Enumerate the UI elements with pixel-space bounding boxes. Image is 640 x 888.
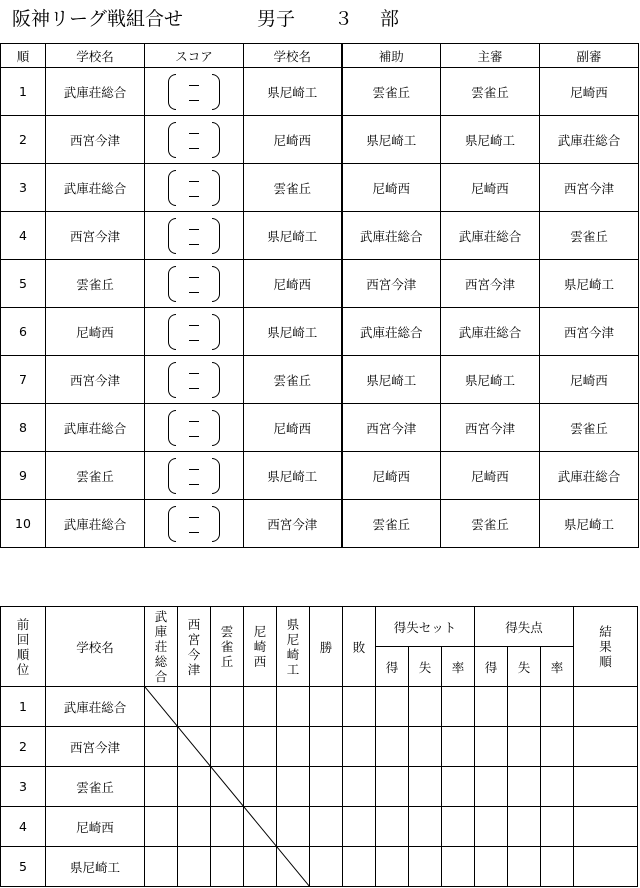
stat-cell xyxy=(310,687,343,727)
right-bracket xyxy=(212,458,220,494)
stat-cell xyxy=(343,767,376,807)
left-bracket xyxy=(168,362,176,398)
stat-cell xyxy=(541,767,574,807)
stat-cell xyxy=(376,727,409,767)
stat-cell xyxy=(310,847,343,887)
sub-referee: 武庫荘総合 xyxy=(540,452,639,500)
score xyxy=(145,404,244,452)
team-a: 武庫荘総合 xyxy=(46,164,145,212)
schedule-header-row xyxy=(1,44,639,68)
assistant: 雲雀丘 xyxy=(342,500,441,548)
stat-cell xyxy=(409,727,442,767)
score-mark xyxy=(189,148,199,149)
score-entry-box xyxy=(168,72,220,112)
score-entry-box xyxy=(168,504,220,544)
matchup-cell xyxy=(244,847,277,887)
stat-cell xyxy=(475,767,508,807)
right-bracket xyxy=(212,122,220,158)
team-a: 西宮今津 xyxy=(46,116,145,164)
stat-cell xyxy=(508,727,541,767)
left-bracket xyxy=(168,506,176,542)
score-mark xyxy=(189,85,199,86)
school-name: 県尼崎工 xyxy=(46,847,145,887)
main-referee: 西宮今津 xyxy=(441,260,540,308)
header-team-col: 雲雀丘 xyxy=(211,607,244,687)
team-b: 県尼崎工 xyxy=(244,68,342,116)
main-referee: 雲雀丘 xyxy=(441,500,540,548)
stat-cell xyxy=(376,687,409,727)
left-bracket xyxy=(168,314,176,350)
header-set-loss: 失 xyxy=(409,647,442,687)
standings-row xyxy=(1,727,638,767)
left-bracket xyxy=(168,266,176,302)
sub-referee: 西宮今津 xyxy=(540,308,639,356)
right-bracket xyxy=(212,314,220,350)
title-gender: 男子 xyxy=(257,8,296,30)
matchup-cell xyxy=(244,807,277,847)
header-school-a: 学校名 xyxy=(46,44,145,68)
score-entry-box xyxy=(168,168,220,208)
main-referee: 西宮今津 xyxy=(441,404,540,452)
score xyxy=(145,212,244,260)
stat-cell xyxy=(442,727,475,767)
matchup-cell xyxy=(244,727,277,767)
left-bracket xyxy=(168,458,176,494)
left-bracket xyxy=(168,170,176,206)
score-entry-box xyxy=(168,456,220,496)
stat-cell xyxy=(508,687,541,727)
score-mark xyxy=(189,517,199,518)
main-referee: 尼崎西 xyxy=(441,164,540,212)
school-name: 雲雀丘 xyxy=(46,767,145,807)
matchup-cell xyxy=(145,807,178,847)
stat-cell xyxy=(508,807,541,847)
score xyxy=(145,356,244,404)
stat-cell xyxy=(541,807,574,847)
assistant: 県尼崎工 xyxy=(342,116,441,164)
match-number: 6 xyxy=(1,308,46,356)
header-team-col: 尼崎西 xyxy=(244,607,277,687)
stat-cell xyxy=(574,687,638,727)
right-bracket xyxy=(212,74,220,110)
stat-cell xyxy=(574,727,638,767)
matchup-cell xyxy=(145,727,178,767)
stat-cell xyxy=(409,767,442,807)
stat-cell xyxy=(343,727,376,767)
stat-cell xyxy=(541,687,574,727)
matchup-cell xyxy=(277,687,310,727)
sub-referee: 尼崎西 xyxy=(540,68,639,116)
school-name: 西宮今津 xyxy=(46,727,145,767)
title-main: 阪神リーグ戦組合せ xyxy=(12,8,184,30)
score-mark xyxy=(189,196,199,197)
stat-cell xyxy=(574,847,638,887)
header-losses: 敗 xyxy=(343,607,376,687)
team-a: 西宮今津 xyxy=(46,356,145,404)
sub-referee: 雲雀丘 xyxy=(540,404,639,452)
match-row xyxy=(1,260,639,308)
header-point-loss: 失 xyxy=(508,647,541,687)
matchup-cell xyxy=(211,687,244,727)
matchup-cell xyxy=(211,727,244,767)
standings-row xyxy=(1,687,638,727)
main-referee: 武庫荘総合 xyxy=(441,308,540,356)
right-bracket xyxy=(212,266,220,302)
left-bracket xyxy=(168,74,176,110)
standings-header-row-1 xyxy=(1,607,638,647)
previous-rank: 4 xyxy=(1,807,46,847)
standings-row xyxy=(1,767,638,807)
matchup-cell xyxy=(178,687,211,727)
left-bracket xyxy=(168,218,176,254)
main-referee: 県尼崎工 xyxy=(441,356,540,404)
score-mark xyxy=(189,532,199,533)
main-referee: 県尼崎工 xyxy=(441,116,540,164)
matchup-cell xyxy=(277,807,310,847)
match-number: 8 xyxy=(1,404,46,452)
assistant: 県尼崎工 xyxy=(342,356,441,404)
score xyxy=(145,164,244,212)
team-b: 雲雀丘 xyxy=(244,164,342,212)
matchup-cell xyxy=(244,767,277,807)
score xyxy=(145,308,244,356)
left-bracket xyxy=(168,122,176,158)
match-row xyxy=(1,68,639,116)
score xyxy=(145,500,244,548)
header-set-ratio: 率 xyxy=(442,647,475,687)
score-mark xyxy=(189,373,199,374)
match-number: 1 xyxy=(1,68,46,116)
score-mark xyxy=(189,325,199,326)
assistant: 武庫荘総合 xyxy=(342,308,441,356)
matchup-cell xyxy=(211,847,244,887)
left-bracket xyxy=(168,410,176,446)
school-name: 尼崎西 xyxy=(46,807,145,847)
assistant: 西宮今津 xyxy=(342,260,441,308)
header-set-group: 得失セット xyxy=(376,607,475,647)
assistant: 尼崎西 xyxy=(342,452,441,500)
stat-cell xyxy=(541,847,574,887)
previous-rank: 5 xyxy=(1,847,46,887)
match-number: 10 xyxy=(1,500,46,548)
stat-cell xyxy=(475,727,508,767)
previous-rank: 2 xyxy=(1,727,46,767)
stat-cell xyxy=(409,807,442,847)
header-point-ratio: 率 xyxy=(541,647,574,687)
match-number: 5 xyxy=(1,260,46,308)
previous-rank: 1 xyxy=(1,687,46,727)
score-mark xyxy=(189,292,199,293)
score-mark xyxy=(189,229,199,230)
stat-cell xyxy=(541,727,574,767)
stat-cell xyxy=(442,807,475,847)
matchup-cell xyxy=(178,847,211,887)
header-wins: 勝 xyxy=(310,607,343,687)
score-entry-box xyxy=(168,312,220,352)
team-b: 県尼崎工 xyxy=(244,308,342,356)
header-team-col: 県尼崎工 xyxy=(277,607,310,687)
team-a: 尼崎西 xyxy=(46,308,145,356)
header-school: 学校名 xyxy=(46,607,145,687)
match-row xyxy=(1,308,639,356)
score-mark xyxy=(189,340,199,341)
header-order: 順 xyxy=(1,44,46,68)
stat-cell xyxy=(343,847,376,887)
team-a: 武庫荘総合 xyxy=(46,404,145,452)
match-number: 2 xyxy=(1,116,46,164)
score-mark xyxy=(189,100,199,101)
score-entry-box xyxy=(168,120,220,160)
score-mark xyxy=(189,469,199,470)
team-b: 県尼崎工 xyxy=(244,212,342,260)
score-mark xyxy=(189,133,199,134)
assistant: 西宮今津 xyxy=(342,404,441,452)
header-school-b: 学校名 xyxy=(244,44,342,68)
standings-row xyxy=(1,847,638,887)
matchup-cell xyxy=(211,807,244,847)
sub-referee: 県尼崎工 xyxy=(540,500,639,548)
team-a: 西宮今津 xyxy=(46,212,145,260)
matchup-cell xyxy=(277,767,310,807)
stat-cell xyxy=(343,687,376,727)
stat-cell xyxy=(310,767,343,807)
stat-cell xyxy=(475,807,508,847)
stat-cell xyxy=(409,687,442,727)
team-a: 雲雀丘 xyxy=(46,260,145,308)
main-referee: 尼崎西 xyxy=(441,452,540,500)
stat-cell xyxy=(343,807,376,847)
header-previous-rank: 前回順位 xyxy=(1,607,46,687)
title-division-suffix: 部 xyxy=(380,8,400,30)
header-team-col: 西宮今津 xyxy=(178,607,211,687)
score-mark xyxy=(189,244,199,245)
standings-row xyxy=(1,807,638,847)
header-point-group: 得失点 xyxy=(475,607,574,647)
matchup-cell xyxy=(145,847,178,887)
score-mark xyxy=(189,421,199,422)
score-entry-box xyxy=(168,408,220,448)
match-number: 7 xyxy=(1,356,46,404)
right-bracket xyxy=(212,218,220,254)
score xyxy=(145,116,244,164)
matchup-cell xyxy=(178,727,211,767)
match-row xyxy=(1,500,639,548)
stat-cell xyxy=(409,847,442,887)
stat-cell xyxy=(376,847,409,887)
matchup-cell xyxy=(178,807,211,847)
sub-referee: 尼崎西 xyxy=(540,356,639,404)
match-row xyxy=(1,356,639,404)
header-point-gain: 得 xyxy=(475,647,508,687)
assistant: 雲雀丘 xyxy=(342,68,441,116)
score-mark xyxy=(189,277,199,278)
score-entry-box xyxy=(168,360,220,400)
matchup-cell xyxy=(277,847,310,887)
team-a: 武庫荘総合 xyxy=(46,500,145,548)
match-schedule-table xyxy=(0,43,639,548)
right-bracket xyxy=(212,362,220,398)
score-entry-box xyxy=(168,216,220,256)
right-bracket xyxy=(212,410,220,446)
team-b: 雲雀丘 xyxy=(244,356,342,404)
matchup-cell xyxy=(145,687,178,727)
stat-cell xyxy=(376,767,409,807)
sub-referee: 西宮今津 xyxy=(540,164,639,212)
school-name: 武庫荘総合 xyxy=(46,687,145,727)
team-b: 尼崎西 xyxy=(244,404,342,452)
match-row xyxy=(1,404,639,452)
match-row xyxy=(1,212,639,260)
header-assistant: 補助 xyxy=(342,44,441,68)
title-division-number: ３ xyxy=(334,8,354,30)
main-referee: 武庫荘総合 xyxy=(441,212,540,260)
stat-cell xyxy=(442,767,475,807)
stat-cell xyxy=(475,847,508,887)
stat-cell xyxy=(376,807,409,847)
header-score: スコア xyxy=(145,44,244,68)
stat-cell xyxy=(508,847,541,887)
matchup-cell xyxy=(211,767,244,807)
score-entry-box xyxy=(168,264,220,304)
header-team-col: 武庫荘総合 xyxy=(145,607,178,687)
sub-referee: 県尼崎工 xyxy=(540,260,639,308)
matchup-cell xyxy=(244,687,277,727)
assistant: 武庫荘総合 xyxy=(342,212,441,260)
score-mark xyxy=(189,484,199,485)
stat-cell xyxy=(475,687,508,727)
matchup-cell xyxy=(145,767,178,807)
score xyxy=(145,68,244,116)
match-row xyxy=(1,116,639,164)
team-a: 雲雀丘 xyxy=(46,452,145,500)
stat-cell xyxy=(310,727,343,767)
team-a: 武庫荘総合 xyxy=(46,68,145,116)
standings-table xyxy=(0,606,638,887)
sub-referee: 武庫荘総合 xyxy=(540,116,639,164)
header-result: 結果順 xyxy=(574,607,638,687)
score-mark xyxy=(189,388,199,389)
team-b: 西宮今津 xyxy=(244,500,342,548)
sub-referee: 雲雀丘 xyxy=(540,212,639,260)
team-b: 尼崎西 xyxy=(244,116,342,164)
score-mark xyxy=(189,436,199,437)
right-bracket xyxy=(212,506,220,542)
previous-rank: 3 xyxy=(1,767,46,807)
match-row xyxy=(1,452,639,500)
header-sub-referee: 副審 xyxy=(540,44,639,68)
main-referee: 雲雀丘 xyxy=(441,68,540,116)
header-set-gain: 得 xyxy=(376,647,409,687)
matchup-cell xyxy=(277,727,310,767)
stat-cell xyxy=(574,807,638,847)
match-number: 4 xyxy=(1,212,46,260)
team-b: 県尼崎工 xyxy=(244,452,342,500)
match-row xyxy=(1,164,639,212)
stat-cell xyxy=(442,847,475,887)
stat-cell xyxy=(574,767,638,807)
matchup-cell xyxy=(178,767,211,807)
score xyxy=(145,452,244,500)
team-b: 尼崎西 xyxy=(244,260,342,308)
right-bracket xyxy=(212,170,220,206)
stat-cell xyxy=(442,687,475,727)
assistant: 尼崎西 xyxy=(342,164,441,212)
match-number: 3 xyxy=(1,164,46,212)
score xyxy=(145,260,244,308)
header-main-referee: 主審 xyxy=(441,44,540,68)
score-mark xyxy=(189,181,199,182)
stat-cell xyxy=(508,767,541,807)
match-number: 9 xyxy=(1,452,46,500)
stat-cell xyxy=(310,807,343,847)
